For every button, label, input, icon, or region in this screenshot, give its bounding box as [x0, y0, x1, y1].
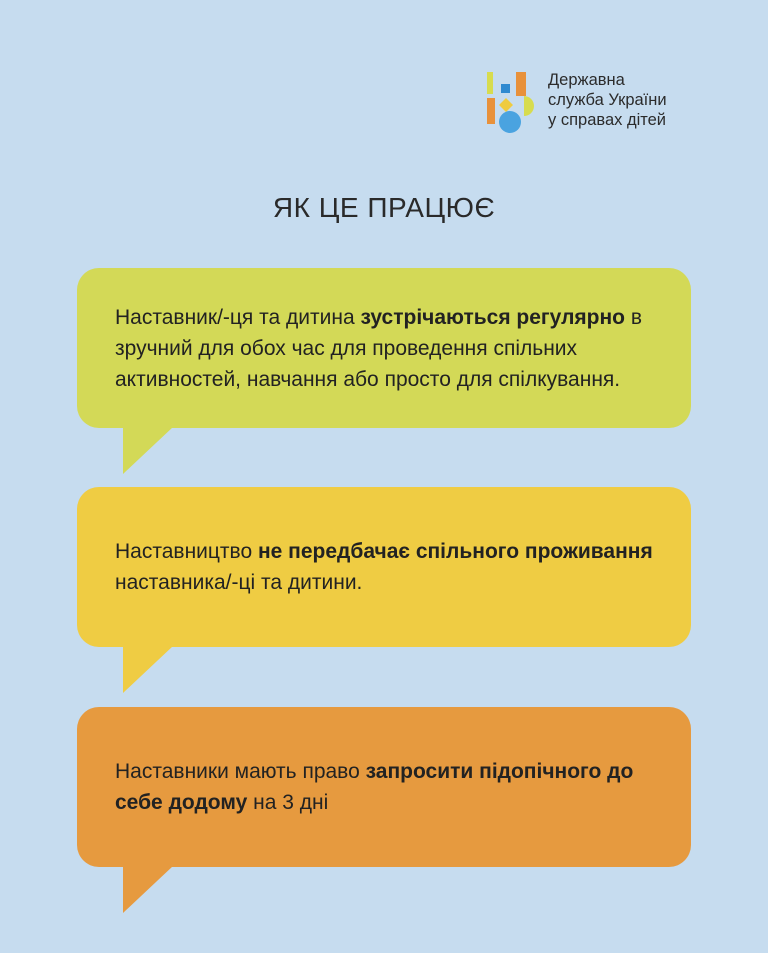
agency-name-line: служба України [548, 91, 667, 109]
info-bubble [77, 268, 691, 428]
info-bubble [77, 487, 691, 647]
bubble-text-part: Наставник/-ця та дитина [115, 305, 361, 329]
bubble-text-part: на 3 дні [247, 791, 329, 814]
bubble-tail [123, 646, 173, 693]
page-title: ЯК ЦЕ ПРАЦЮЄ [272, 192, 496, 223]
bubble-text [115, 302, 653, 395]
bubble-text-highlight: зустрічаються регулярно [360, 305, 626, 329]
bubble-text-part: в зручний для обох час для проведення спільних активностей, навчання або просто для спілкування. [115, 305, 643, 391]
bubble-text-part: Наставники мають право [115, 760, 366, 783]
bubble-text-part: наставника/-ці та дитини. [115, 571, 363, 594]
bubble-tail [123, 427, 173, 474]
info-bubble [77, 707, 691, 867]
bubble-text [115, 536, 653, 598]
agency-logo [486, 70, 706, 140]
bubble-tail [123, 866, 173, 913]
agency-logo-icon [486, 70, 536, 134]
bubble-text-highlight: запросити підопічного до себе додому [115, 760, 634, 814]
bubble-text-part: Наставництво [115, 540, 258, 563]
bubble-text [115, 756, 653, 818]
agency-name [548, 70, 667, 130]
agency-name-line: Державна [548, 71, 625, 89]
bubble-text-highlight: не передбачає спільного проживання [257, 540, 653, 563]
agency-name-line: у справах дітей [548, 111, 667, 129]
